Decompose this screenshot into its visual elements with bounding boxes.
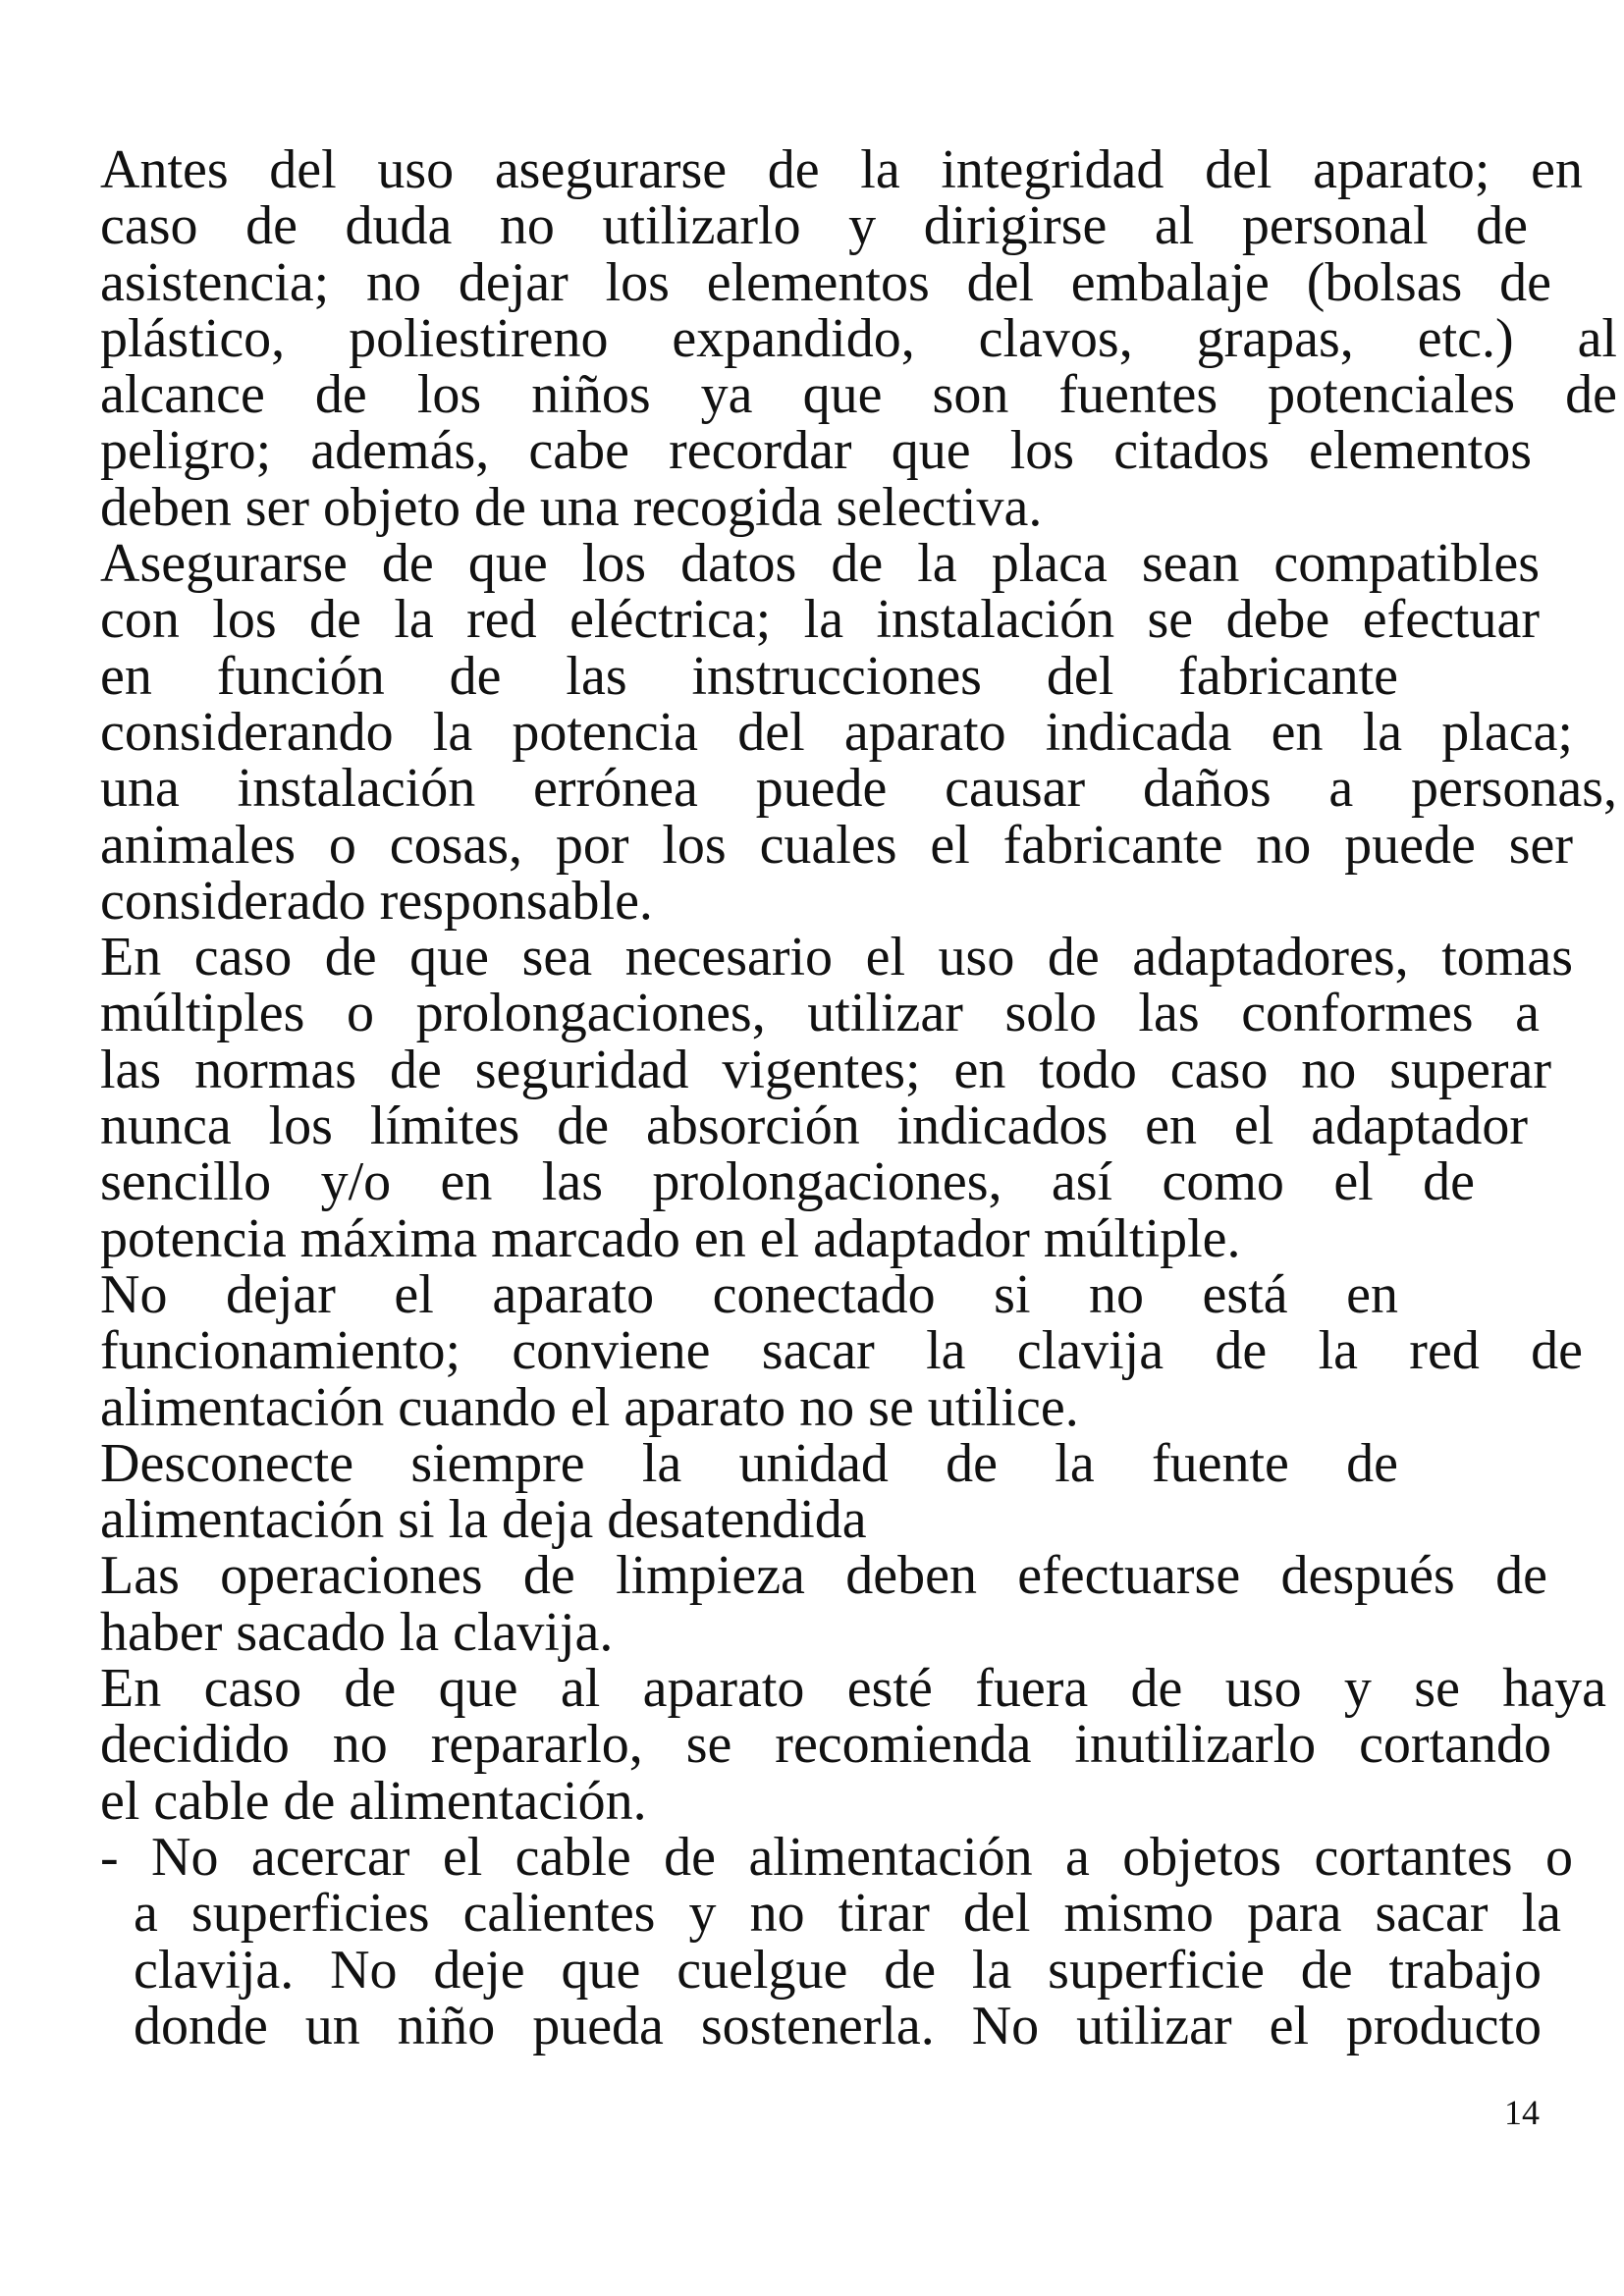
text-line: caso de duda no utilizarlo y dirigirse al personal de	[100, 195, 1528, 257]
text-line: considerado responsable.	[100, 870, 653, 932]
text-line: alcance de los niños ya que son fuentes potenciales de	[100, 364, 1617, 426]
text-line: una instalación errónea puede causar daños a personas,	[100, 758, 1617, 820]
text-line: donde un niño pueda sostenerla. No utilizar el producto	[134, 1995, 1542, 2056]
text-line: Asegurarse de que los datos de la placa sean compatibles	[100, 533, 1540, 595]
text-line: clavija. No deje que cuelgue de la superficie de trabajo	[134, 1939, 1542, 2001]
text-line: peligro; además, cabe recordar que los citados elementos	[100, 420, 1532, 482]
text-line: decidido no repararlo, se recomienda inutilizarlo cortando	[100, 1714, 1551, 1776]
text-line: plástico, poliestireno expandido, clavos, grapas, etc.) al	[100, 307, 1617, 369]
text-line: potencia máxima marcado en el adaptador múltiple.	[100, 1207, 1241, 1269]
text-line: alimentación si la deja desatendida	[100, 1489, 867, 1551]
text-line: deben ser objeto de una recogida selectiva.	[100, 476, 1043, 538]
text-line: No dejar el aparato conectado si no está en	[100, 1263, 1398, 1325]
page-number: 14	[1504, 2093, 1540, 2132]
text-line: sencillo y/o en las prolongaciones, así como el de	[100, 1151, 1475, 1213]
text-line: nunca los límites de absorción indicados en el adaptador	[100, 1095, 1528, 1157]
body-text	[100, 139, 1617, 2056]
text-line: En caso de que sea necesario el uso de adaptadores, tomas	[100, 927, 1573, 988]
text-line: - No acercar el cable de alimentación a objetos cortantes o	[100, 1826, 1573, 1888]
text-line: a superficies calientes y no tirar del mismo para sacar la	[134, 1883, 1561, 1945]
text-line: asistencia; no dejar los elementos del embalaje (bolsas de	[100, 251, 1551, 313]
text-line: las normas de seguridad vigentes; en todo caso no superar	[100, 1039, 1551, 1100]
text-line: con los de la red eléctrica; la instalación se debe efectuar	[100, 589, 1540, 651]
text-line: En caso de que al aparato esté fuera de uso y se haya	[100, 1658, 1606, 1720]
text-line: el cable de alimentación.	[100, 1770, 647, 1832]
text-line: Desconecte siempre la unidad de la fuente de	[100, 1432, 1398, 1494]
text-line: alimentación cuando el aparato no se utilice.	[100, 1376, 1079, 1438]
text-line: múltiples o prolongaciones, utilizar solo las conformes a	[100, 983, 1540, 1044]
text-line: Antes del uso asegurarse de la integridad del aparato; en	[100, 139, 1583, 200]
text-line: Las operaciones de limpieza deben efectuarse después de	[100, 1545, 1547, 1607]
text-line: haber sacado la clavija.	[100, 1601, 614, 1663]
text-line: funcionamiento; conviene sacar la clavija de la red de	[100, 1320, 1583, 1382]
text-line: animales o cosas, por los cuales el fabricante no puede ser	[100, 814, 1573, 876]
text-line: en función de las instrucciones del fabricante	[100, 645, 1398, 707]
text-line: considerando la potencia del aparato indicada en la placa;	[100, 701, 1573, 763]
